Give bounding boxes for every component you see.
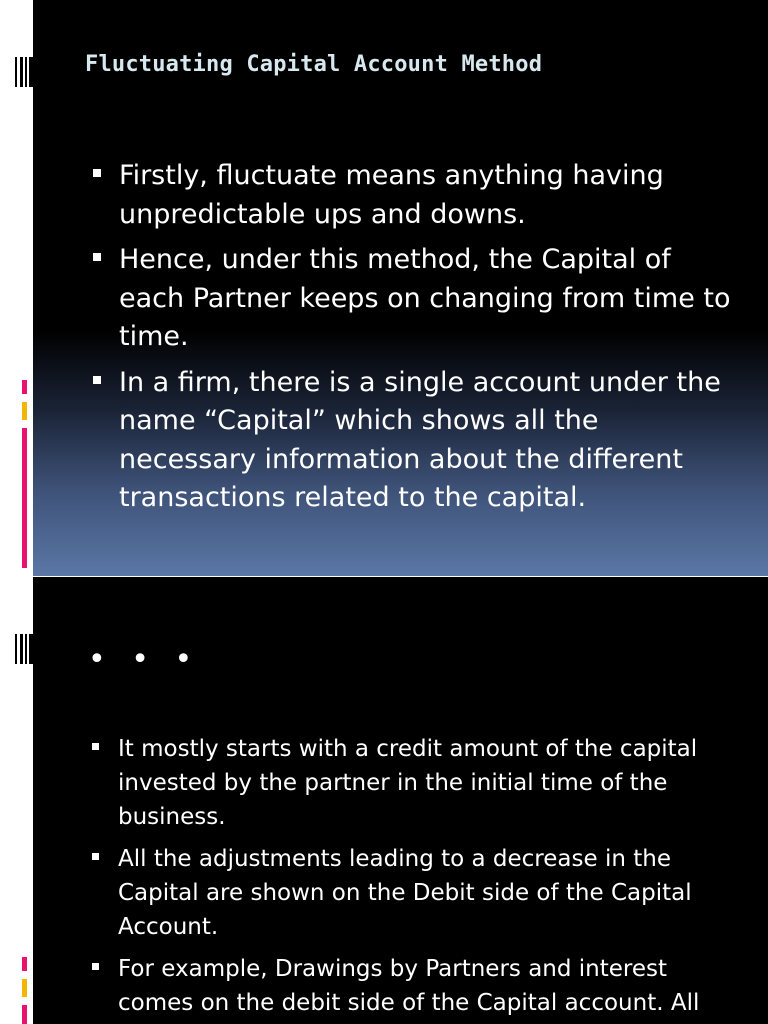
bullet-square-icon [92,743,99,750]
bullet-text: In a firm, there is a single account under the name “Capital” which shows all the necessary information about the different transactions related to the capital. [119,366,721,513]
bullet-square-icon [93,169,101,177]
bullet-square-icon [93,253,101,261]
bullet-text: All the adjustments leading to a decrease in the Capital are shown on the Debit side of the Capital Account. [118,846,692,940]
bullet-text: For example, Drawings by Partners and interest comes on the debit side of the Capital account. All [118,956,700,1016]
slide-title: • • • [88,642,201,677]
slide-2 [0,577,768,1024]
bullet-square-icon [92,853,99,860]
accent-stripe-decoration [22,957,27,1024]
bullet-text: Hence, under this method, the Capital of each Partner keeps on changing from time to time. [119,244,731,352]
list-item [119,241,739,357]
bullet-square-icon [92,963,99,970]
bullet-text: It mostly starts with a credit amount of the capital invested by the partner in the initial time of the business. [118,736,698,830]
list-item [119,157,739,234]
bullet-text: Firstly, fluctuate means anything having unpredictable ups and downs. [119,160,664,230]
bars-decoration-icon [15,634,33,664]
slide-title: Fluctuating Capital Account Method [85,52,543,77]
bullet-list [119,157,739,525]
bars-decoration-icon [15,57,33,87]
bullet-square-icon [93,376,101,384]
list-item [119,364,739,518]
accent-stripe-decoration [22,380,27,566]
bullet-list [118,732,738,1024]
list-item [118,732,738,834]
list-item [118,952,738,1020]
list-item [118,842,738,944]
